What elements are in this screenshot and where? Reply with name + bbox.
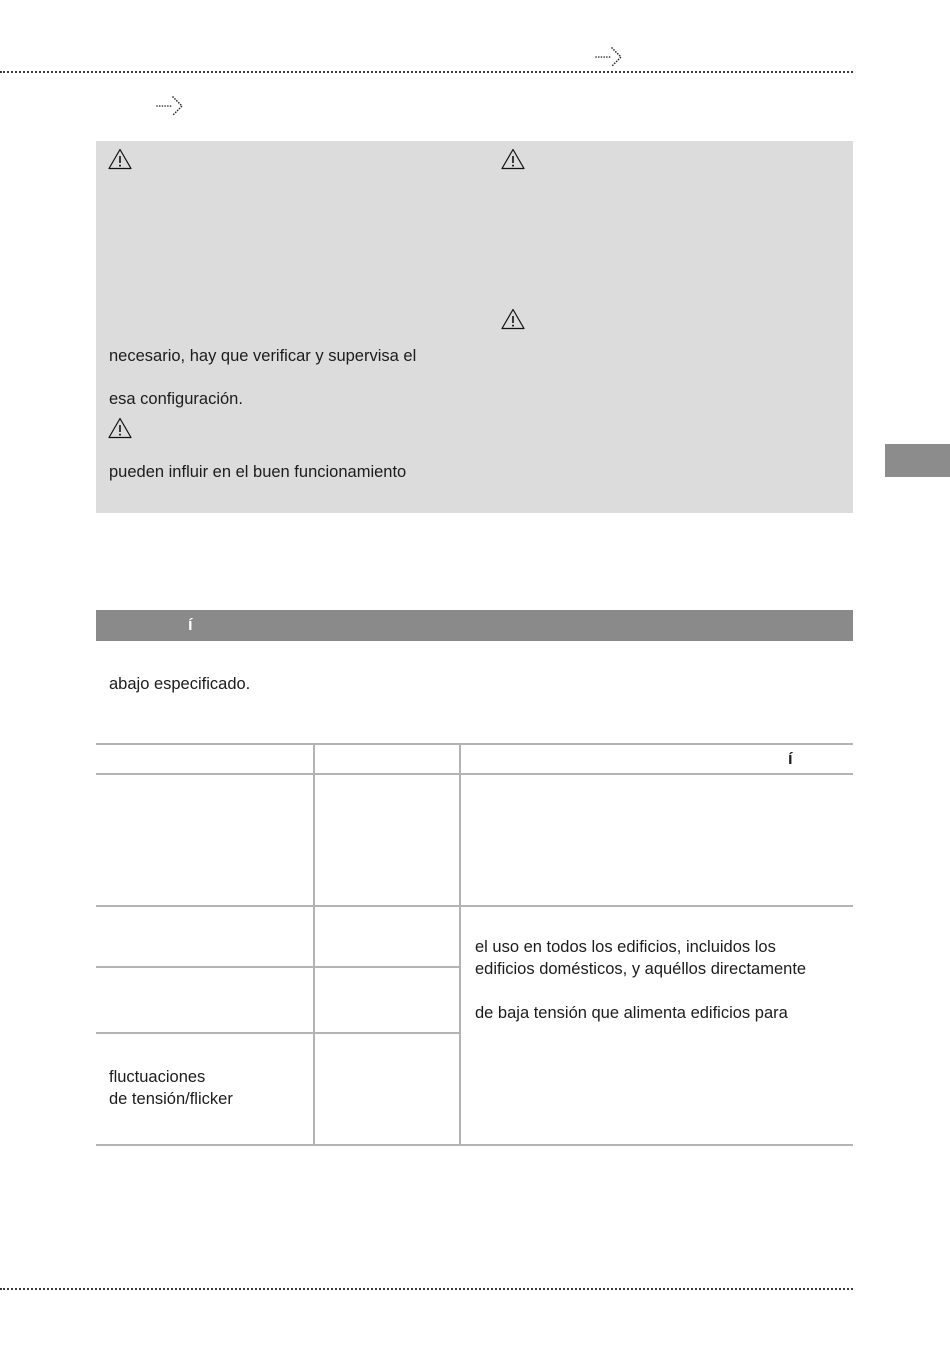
table-cell-text: de baja tensión que alimenta edificios para	[475, 1004, 788, 1022]
table-rule	[96, 773, 853, 775]
section-intro: abajo especificado.	[109, 675, 251, 693]
table-cell-text: edificios domésticos, y aquéllos directamente	[475, 960, 807, 978]
notice-text-line: pueden influir en el buen funcionamiento	[109, 463, 407, 481]
notice-text-line: esa configuración.	[109, 390, 243, 408]
table-rule	[96, 905, 853, 907]
warning-icon	[108, 148, 132, 170]
header-rule	[0, 71, 853, 73]
section-header-bar	[96, 610, 853, 641]
table-header-cell: í	[788, 750, 793, 768]
footer-rule	[0, 1288, 853, 1290]
table-cell-text: el uso en todos los edificios, incluidos los	[475, 938, 776, 956]
notice-text-line: necesario, hay que verificar y supervisa el	[109, 347, 417, 365]
table-rule	[96, 966, 460, 968]
chapter-tab	[885, 444, 950, 477]
dotted-arrow-icon	[156, 96, 184, 116]
section-title: í	[188, 616, 193, 634]
table-rule	[96, 1144, 853, 1146]
warning-notice-box	[96, 141, 853, 513]
table-rule	[459, 744, 461, 1145]
dotted-arrow-icon	[595, 47, 623, 67]
table-rule	[96, 743, 853, 745]
warning-icon	[501, 148, 525, 170]
warning-icon	[108, 417, 132, 439]
table-rule	[96, 1032, 460, 1034]
table-rule	[313, 744, 315, 1145]
warning-icon	[501, 308, 525, 330]
table-cell-text: fluctuaciones	[109, 1068, 206, 1086]
table-cell-text: de tensión/flicker	[109, 1090, 233, 1108]
